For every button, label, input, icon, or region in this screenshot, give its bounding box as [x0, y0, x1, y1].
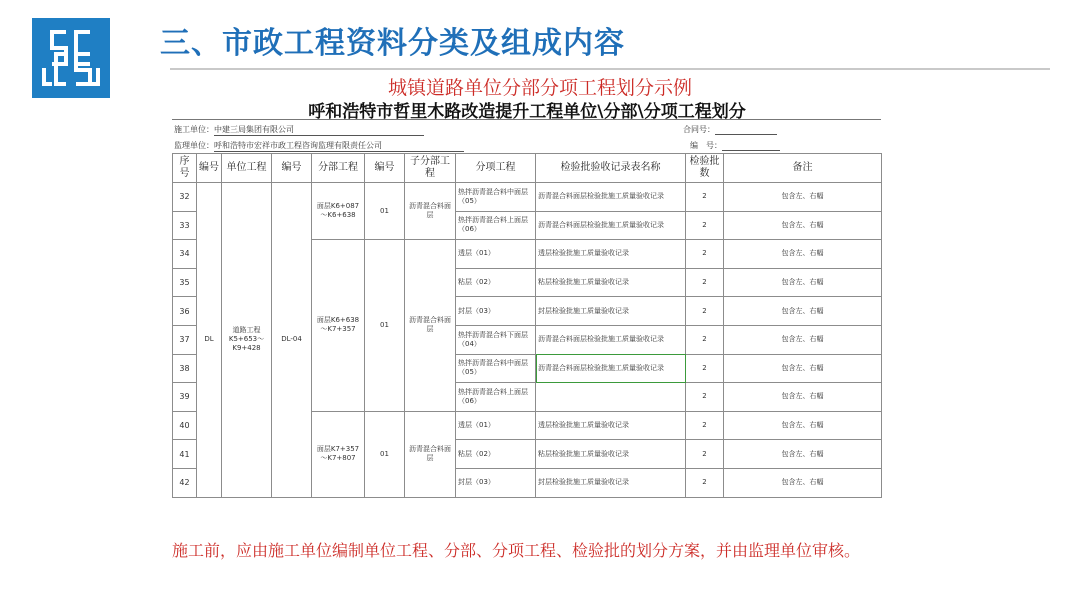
remark-cell: 包含左、右幅 — [724, 354, 882, 383]
record-cell: 沥青混合料面层检验批施工质量验收记录 — [536, 183, 686, 212]
unit-name-cell: 道路工程K5+653～K9+428 — [222, 183, 272, 498]
title-divider — [172, 119, 881, 120]
remark-cell: 包含左、右幅 — [724, 211, 882, 240]
seq-cell: 34 — [173, 240, 197, 269]
count-cell: 2 — [686, 297, 724, 326]
count-cell: 2 — [686, 325, 724, 354]
seq-cell: 38 — [173, 354, 197, 383]
number-label: 编 号： — [690, 141, 722, 150]
item-cell: 透层（01） — [456, 411, 536, 440]
col-header: 子分部工程 — [405, 154, 456, 183]
cscec-logo — [32, 18, 110, 98]
remark-cell: 包含左、右幅 — [724, 183, 882, 212]
slide-title: 三、市政工程资料分类及组成内容 — [160, 26, 625, 61]
item-cell: 热拌沥青混合料上面层（06） — [456, 383, 536, 412]
record-cell: 沥青混合料面层检验批施工质量验收记录 — [536, 211, 686, 240]
record-cell: 沥青混合料面层检验批施工质量验收记录 — [536, 325, 686, 354]
col-header: 分项工程 — [456, 154, 536, 183]
col-header: 序号 — [173, 154, 197, 183]
seq-cell: 32 — [173, 183, 197, 212]
supervision-unit-value: 呼和浩特市宏祥市政工程咨询监理有限责任公司 — [214, 140, 464, 152]
col-header: 编号 — [365, 154, 405, 183]
col-header: 备注 — [724, 154, 882, 183]
seq-cell: 33 — [173, 211, 197, 240]
record-cell: 透层检验批施工质量验收记录 — [536, 240, 686, 269]
sub-part-cell: 沥青混合料面层 — [405, 411, 456, 497]
item-cell: 透层（01） — [456, 240, 536, 269]
contract-no-line — [683, 124, 777, 135]
unit-code-cell: DL — [197, 183, 222, 498]
item-cell: 热拌沥青混合料中面层（05） — [456, 354, 536, 383]
remark-cell: 包含左、右幅 — [724, 468, 882, 497]
supervision-unit-label: 监理单位： — [174, 141, 214, 150]
record-cell: 封层检验批施工质量验收记录 — [536, 468, 686, 497]
count-cell: 2 — [686, 468, 724, 497]
remark-cell: 包含左、右幅 — [724, 383, 882, 412]
table-header-row — [173, 154, 882, 183]
part-cell: 面层K7+357～K7+807 — [312, 411, 365, 497]
sub-part-cell: 沥青混合料面层 — [405, 240, 456, 412]
seq-cell: 42 — [173, 468, 197, 497]
part-cell: 面层K6+638～K7+357 — [312, 240, 365, 412]
number-line — [690, 140, 780, 151]
seq-cell: 41 — [173, 440, 197, 469]
part-code-cell: 01 — [365, 411, 405, 497]
record-cell: 透层检验批施工质量验收记录 — [536, 411, 686, 440]
contract-no-label: 合同号： — [683, 125, 715, 134]
part-cell: 面层K6+087～K6+638 — [312, 183, 365, 240]
count-cell: 2 — [686, 240, 724, 269]
construction-unit-label: 施工单位： — [174, 125, 214, 134]
record-cell: 粘层检验批施工质量验收记录 — [536, 440, 686, 469]
item-cell: 封层（03） — [456, 468, 536, 497]
record-cell-selected[interactable]: 沥青混合料面层检验批施工质量验收记录 — [536, 354, 686, 383]
seq-cell: 36 — [173, 297, 197, 326]
count-cell: 2 — [686, 383, 724, 412]
item-cell: 粘层（02） — [456, 268, 536, 297]
division-table — [172, 153, 882, 498]
count-cell: 2 — [686, 411, 724, 440]
seq-cell: 40 — [173, 411, 197, 440]
item-cell: 热拌沥青混合料中面层（05） — [456, 183, 536, 212]
document-subtitle: 城镇道路单位分部分项工程划分示例 — [388, 77, 693, 99]
seq-cell: 37 — [173, 325, 197, 354]
record-cell — [536, 383, 686, 412]
unit-no-cell: DL-04 — [272, 183, 312, 498]
item-cell: 热拌沥青混合料下面层（04） — [456, 325, 536, 354]
item-cell: 封层（03） — [456, 297, 536, 326]
remark-cell: 包含左、右幅 — [724, 297, 882, 326]
sub-part-cell: 沥青混合料面层 — [405, 183, 456, 240]
count-cell: 2 — [686, 211, 724, 240]
count-cell: 2 — [686, 268, 724, 297]
part-code-cell: 01 — [365, 240, 405, 412]
document-title: 呼和浩特市哲里木路改造提升工程单位\分部\分项工程划分 — [308, 102, 746, 122]
item-cell: 热拌沥青混合料上面层（06） — [456, 211, 536, 240]
record-cell: 粘层检验批施工质量验收记录 — [536, 268, 686, 297]
col-header: 分部工程 — [312, 154, 365, 183]
footer-note: 施工前，应由施工单位编制单位工程、分部、分项工程、检验批的划分方案，并由监理单位审核。 — [172, 541, 861, 560]
seq-cell: 35 — [173, 268, 197, 297]
col-header: 检验批验收记录表名称 — [536, 154, 686, 183]
remark-cell: 包含左、右幅 — [724, 440, 882, 469]
part-code-cell: 01 — [365, 183, 405, 240]
count-cell: 2 — [686, 354, 724, 383]
col-header: 编号 — [197, 154, 222, 183]
seq-cell: 39 — [173, 383, 197, 412]
supervision-unit-line — [174, 140, 464, 152]
header-divider — [170, 68, 1050, 70]
construction-unit-line — [174, 124, 424, 136]
remark-cell: 包含左、右幅 — [724, 268, 882, 297]
table-row — [173, 183, 882, 212]
col-header: 检验批数 — [686, 154, 724, 183]
construction-unit-value: 中建三局集团有限公司 — [214, 124, 424, 136]
division-table-wrap — [172, 153, 881, 498]
count-cell: 2 — [686, 440, 724, 469]
remark-cell: 包含左、右幅 — [724, 411, 882, 440]
col-header: 单位工程 — [222, 154, 272, 183]
col-header: 编号 — [272, 154, 312, 183]
count-cell: 2 — [686, 183, 724, 212]
record-cell: 封层检验批施工质量验收记录 — [536, 297, 686, 326]
remark-cell: 包含左、右幅 — [724, 240, 882, 269]
item-cell: 粘层（02） — [456, 440, 536, 469]
remark-cell: 包含左、右幅 — [724, 325, 882, 354]
